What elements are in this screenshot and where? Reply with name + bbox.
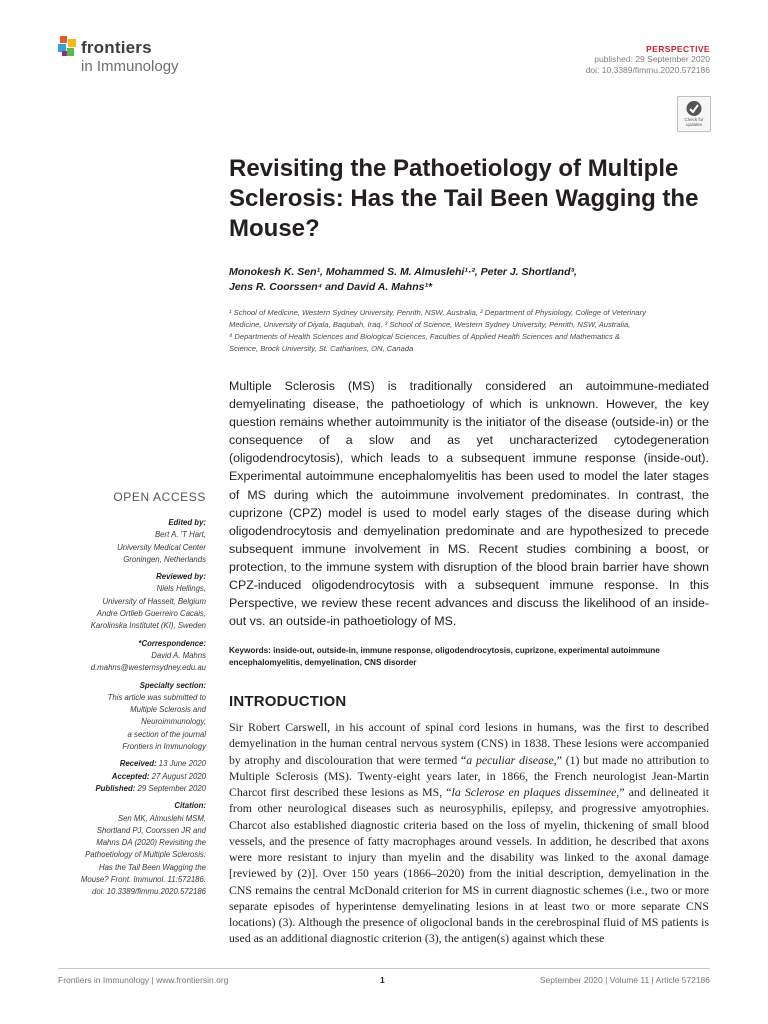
body-paragraph: [229, 719, 709, 947]
citation-label: Citation:: [174, 801, 206, 811]
reviewer-line: University of Hasselt, Belgium: [102, 596, 206, 606]
keywords-label: Keywords:: [229, 646, 271, 655]
author-list: [229, 265, 709, 295]
editor-line: University Medical Center: [117, 542, 206, 552]
correspondence-label: *Correspondence:: [138, 638, 206, 648]
footer-journal-link[interactable]: Frontiers in Immunology | www.frontiersin.org: [58, 975, 229, 985]
citation-line: Sen MK, Almuslehi MSM,: [117, 813, 206, 823]
logo-wordmark: frontiers: [81, 38, 152, 57]
citation-line: Mahns DA (2020) Revisiting the: [96, 838, 206, 848]
specialty-section-label: Specialty section:: [139, 680, 206, 690]
accepted-date: Accepted: 27 August 2020: [111, 771, 206, 781]
sidebar-metadata: [58, 517, 206, 899]
received-date: Received: 13 June 2020: [119, 759, 206, 769]
edited-by-label: Edited by:: [168, 518, 206, 527]
affiliation-line: Medicine, University of Diyala, Baqubah, Iraq, ³ School of Science, Western Sydney University, Penrith, NSW, Australia,: [229, 320, 631, 329]
check-for-updates-button[interactable]: [677, 96, 711, 132]
abstract: Multiple Sclerosis (MS) is traditionally considered an autoimmune-mediated demyelinating disease, the pathoetiology of which is unknown. However, the key question remains whether autoimmunity is the initiator of the disease (outside-in) or the consequence of a slow and as yet uncharacterized cytodegeneration (oligodendrocytosis), which leads to a subsequent immune response (inside-out). Experimental autoimmune encephalomyelitis has been used to model the later stages of MS during which the autoimmune involvement predominates. In contrast, the cuprizone (CPZ) model is used to model early stages of the disease during which oligodendrocytosis and demyelination predominate and are hypothesized to precede subsequent immune involvement in MS. Recent studies combining a boost, or protection, to the immune system with disruption of the blood brain barrier have shown CPZ-induced oligodendrocytosis with a subsequent immune response. In this Perspective, we review these recent advances and discuss the likelihood of an inside-out vs. an outside-in pathoetiology of MS.: [229, 379, 709, 629]
doi-link[interactable]: doi: 10.3389/fimmu.2020.572186: [585, 65, 710, 75]
reviewer-line: Andre Ortlieb Guerreiro Cacais,: [96, 609, 206, 619]
frontiers-logo-icon: [58, 36, 78, 58]
citation-doi[interactable]: doi: 10.3389/fimmu.2020.572186: [91, 887, 206, 897]
reviewer-line: Karolinska Institutet (KI), Sweden: [90, 621, 206, 631]
correspondence-email[interactable]: d.mahns@westernsydney.edu.au: [90, 663, 206, 673]
specialty-line: This article was submitted to: [107, 692, 206, 702]
body-italic-run: la Sclerose en plaques disseminee: [451, 785, 617, 799]
published-date: published: 29 September 2020: [594, 54, 710, 64]
footer-issue-info: September 2020 | Volume 11 | Article 572186: [539, 975, 710, 985]
keywords-text: inside-out, outside-in, immune response, oligodendrocytosis, cuprizone, experimental autoimmune encephalomyelitis, demyelination, CNS disorder: [229, 646, 660, 667]
author-line-2: Jens R. Coorssen⁴ and David A. Mahns¹*: [229, 281, 433, 293]
affiliation-line: Science, Brock University, St. Catharines, ON, Canada: [229, 344, 414, 353]
page-number: 1: [380, 975, 385, 985]
published-date-sidebar: Published: 29 September 2020: [95, 783, 206, 793]
body-italic-run: a peculiar disease: [466, 752, 554, 767]
article-type: PERSPECTIVE: [646, 44, 710, 54]
check-badge-line1: Check for: [684, 117, 704, 122]
correspondence-name: David A. Mahns: [151, 650, 206, 660]
section-heading: INTRODUCTION: [229, 693, 347, 710]
citation-line: Shortland PJ, Coorssen JR and: [96, 825, 206, 835]
affiliation-line: ¹ School of Medicine, Western Sydney University, Penrith, NSW, Australia, ² Department of Physiology, College of Veterinary: [229, 308, 646, 317]
citation-line: Has the Tail Been Wagging the: [98, 862, 206, 872]
affiliations: [229, 307, 709, 355]
citation-line: Mouse? Front. Immunol. 11:572186.: [80, 875, 206, 885]
citation-line: Pathoetiology of Multiple Sclerosis:: [85, 850, 206, 860]
specialty-line: Multiple Sclerosis and: [130, 705, 206, 715]
footer-divider: [58, 968, 710, 969]
body-text-run: ,” and delineated it from other neurological diseases such as neurosyphilis, epilepsy, and progressive amyotrophies. Charcot also established diagnostic criteria based on the loss of myelin, thickening of small blood vessels, and the presence of fatty macrophages around vessels. In addition, he described that axons were more resistant to injury than myelin and the disability was linked to the axonal damage [reviewed by (2)]. Over 150 years (1866–2020) from the initial description, demyelination in the CNS remains the central McDonald criterion for MS in current diagnostic schemes (i.e., two or more separate episodes of hyperintense demyelinating lesions in at least two or more separate CNS locations) (3). Although the presence of oligoclonal bands in the cerebrospinal fluid of MS patients is used as an additional diagnostic criterion (3), the antigen(s) against which these: [229, 785, 710, 946]
affiliation-line: ⁴ Departments of Health Sciences and Biological Sciences, Faculties of Applied Health Sciences and Mathematics &: [229, 332, 620, 341]
reviewer-line: Niels Hellings,: [156, 584, 206, 594]
specialty-line: Frontiers in Immunology: [122, 742, 206, 752]
specialty-line: Neuroimmunology,: [141, 717, 206, 727]
journal-logo[interactable]: [58, 34, 218, 82]
article-meta: [450, 44, 710, 76]
open-access-label: OPEN ACCESS: [113, 490, 206, 504]
body-text-run: ,” (1) but made no attribution to Multiple Sclerosis (MS). Twenty-eight years later, in 1866, the French neurologist Jean-Martin Charcot first described these lesions as MS, “: [229, 752, 709, 799]
author-line-1: Monokesh K. Sen¹, Mohammed S. M. Almuslehi¹·², Peter J. Shortland³,: [229, 266, 577, 278]
keywords: [229, 645, 709, 669]
editor-line: Bert A. 'T Hart,: [154, 530, 206, 540]
check-badge-line2: updates: [685, 122, 702, 127]
article-title: Revisiting the Pathoetiology of Multiple Sclerosis: Has the Tail Been Wagging the Mouse?: [229, 155, 699, 242]
crossmark-icon: [684, 100, 704, 117]
body-text-run: Sir Robert Carswell, in his account of spinal cord lesions in humans, was the first to described demyelination in the human central nervous system (CNS) in 1838. These lesions were accompanied by atrophy and discolouration that were termed “: [229, 720, 709, 767]
reviewed-by-label: Reviewed by:: [156, 572, 206, 582]
specialty-line: a section of the journal: [127, 729, 206, 739]
editor-line: Groningen, Netherlands: [123, 554, 206, 564]
logo-journal-name: in Immunology: [81, 58, 179, 75]
